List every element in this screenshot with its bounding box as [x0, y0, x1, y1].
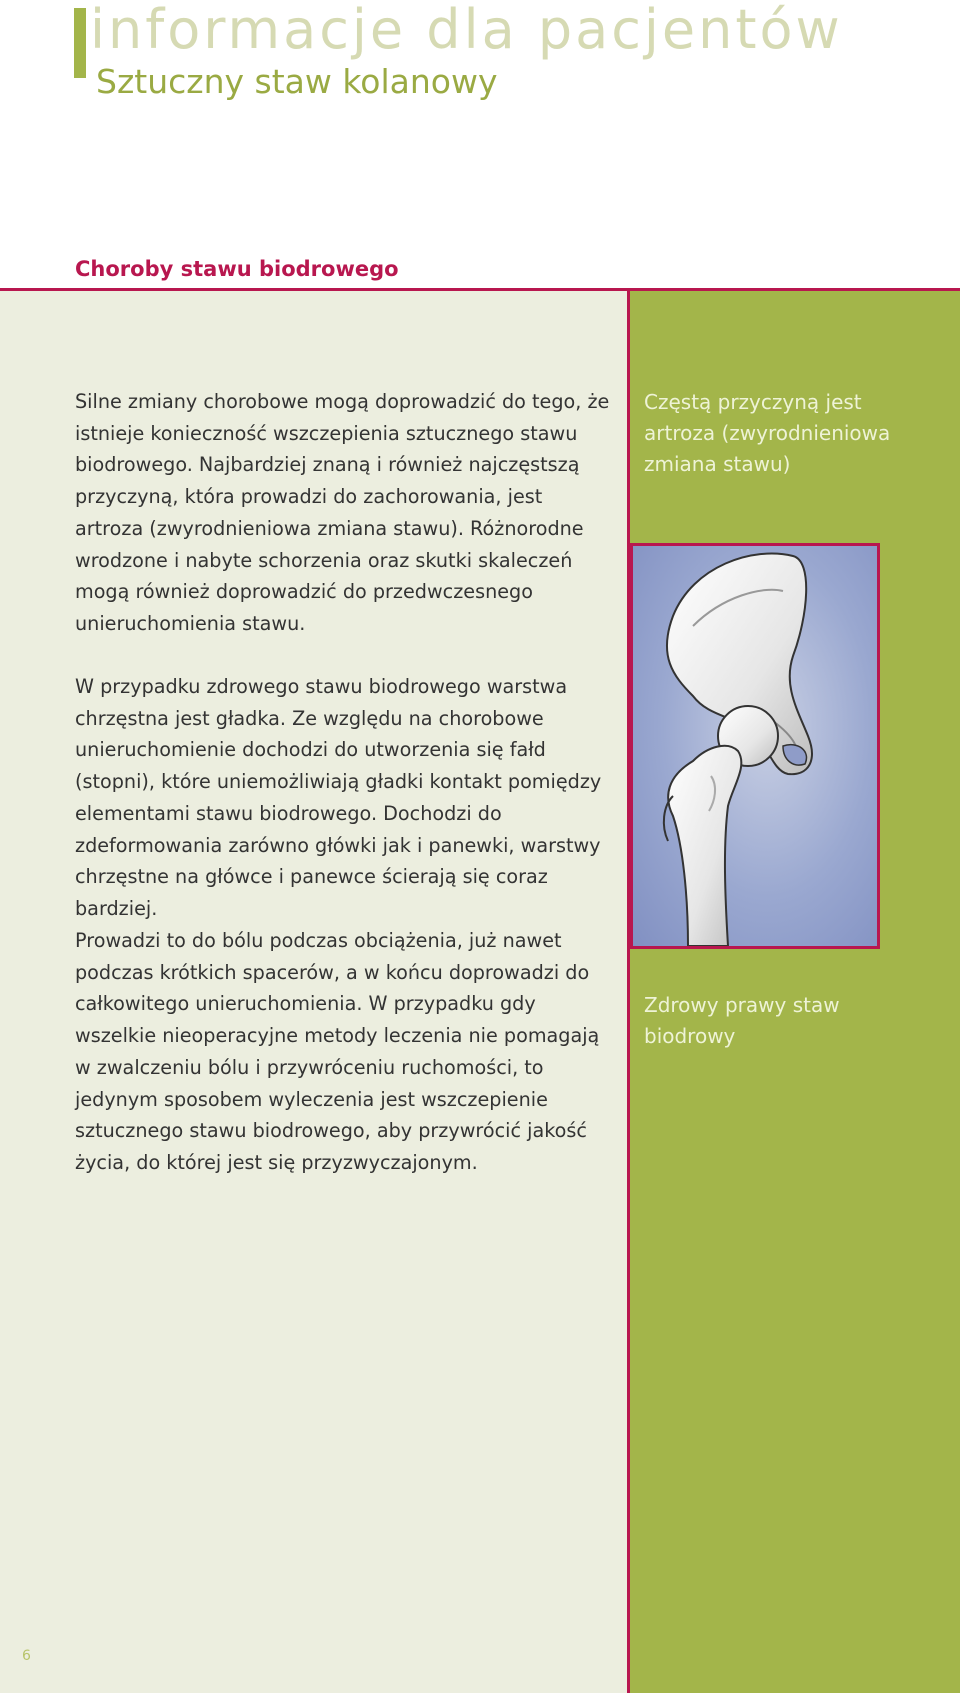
section-heading: Choroby stawu biodrowego [75, 257, 399, 281]
page-number: 6 [22, 1648, 31, 1664]
sidebar-caption-bottom: Zdrowy prawy staw biodrowy [644, 993, 840, 1048]
hip-joint-drawing [633, 546, 877, 946]
header-accent-bar [74, 8, 86, 78]
page-header-title: informacje dla pacjentów [90, 0, 843, 61]
vertical-divider [627, 288, 630, 1693]
page-header-subtitle: Sztuczny staw kolanowy [96, 62, 498, 101]
body-paragraph-1: Silne zmiany chorobowe mogą doprowadzić do tego, że istnieje konieczność wszczepienia sztucznego stawu biodrowego. Najbardziej znaną i również najczęstszą przyczyną, która prowadzi do zachorowania, jest artroza (zwyrodnieniowa zmiana stawu). Różnorodne wrodzone i nabyte schorzenia oraz skutki skaleczeń mogą również doprowadzić do przedwczesnego unieruchomienia stawu. [75, 390, 610, 635]
sidebar-caption-top: Częstą przyczyną jest artroza (zwyrodnieniowa zmiana stawu) [644, 390, 891, 476]
hip-joint-illustration [630, 543, 880, 949]
body-paragraph-2: W przypadku zdrowego stawu biodrowego warstwa chrzęstna jest gładka. Ze względu na chorobowe unieruchomienie dochodzi do utworzenia się fałd (stopni), które uniemożliwiają gładki kontakt pomiędzy elementami stawu biodrowego. Dochodzi do zdeformowania zarówno główki jak i panewki, warstwy chrzęstne na główce i panewce ścierają się coraz bardziej. [75, 675, 602, 920]
horizontal-divider [0, 288, 960, 291]
body-paragraph-3: Prowadzi to do bólu podczas obciążenia, już nawet podczas krótkich spacerów, a w końcu doprowadzi do całkowitego unieruchomienia. W przypadku gdy wszelkie nieoperacyjne metody leczenia nie pomagają w zwalczeniu bólu i przywróceniu ruchomości, to jedynym sposobem wyleczenia jest wszczepienie sztucznego stawu biodrowego, aby przywrócić jakość życia, do której jest się przyzwyczajonym. [75, 929, 600, 1174]
